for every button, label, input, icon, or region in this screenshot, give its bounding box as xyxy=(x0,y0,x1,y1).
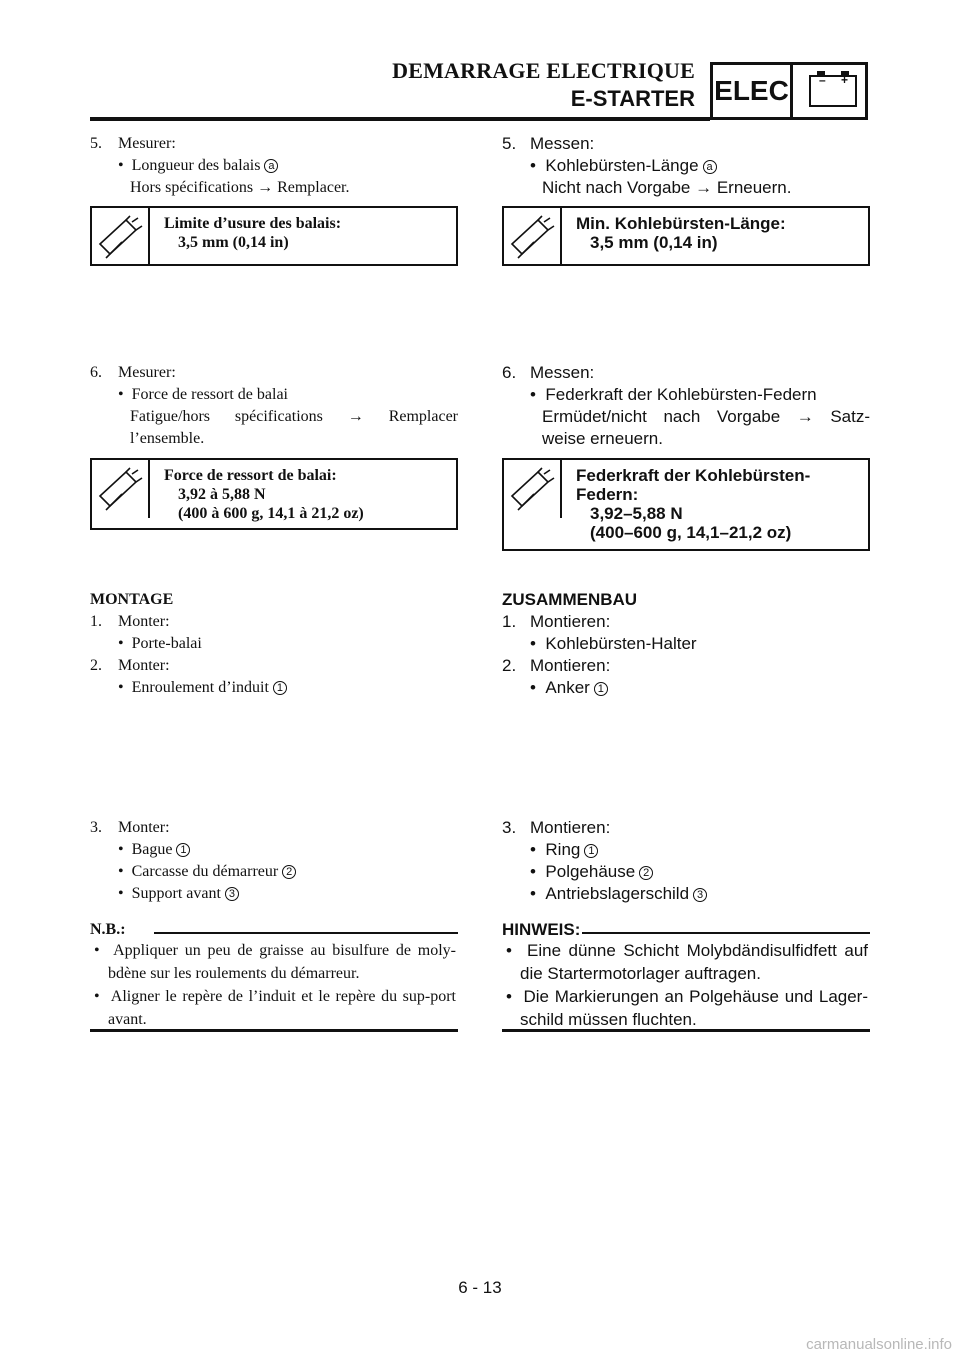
note-heading: HINWEIS: xyxy=(502,920,581,939)
mount-2-verb: Montieren: xyxy=(530,656,611,675)
spec-value-2: (400–600 g, 14,1–21,2 oz) xyxy=(590,523,792,542)
step-6-bullet: • Federkraft der Kohlebürsten-Federn xyxy=(530,385,817,404)
ref-3: 3 xyxy=(693,888,707,902)
ref-1: 1 xyxy=(273,681,287,695)
note-bullet-2: • Aligner le repère de l’induit et le repère du sup-port avant. xyxy=(94,988,456,1028)
ref-1: 1 xyxy=(176,843,190,857)
step-6-bullet: • Force de ressort de balai xyxy=(118,386,288,403)
spec-value-1: 3,92–5,88 N xyxy=(590,504,683,523)
note-heading: N.B.: xyxy=(90,921,126,938)
wrench-icon xyxy=(92,460,150,518)
note-bullet-2: • Die Markierungen an Polgehäuse und Lager-schild müssen fluchten. xyxy=(506,987,869,1029)
mount-1-verb: Monter: xyxy=(118,613,170,630)
mount-3-bullet-3: • Antriebslagerschild 3 xyxy=(530,883,707,905)
ref-2: 2 xyxy=(639,866,653,880)
spec-title-1: Federkraft der Kohlebürsten- xyxy=(576,466,811,485)
section-badge xyxy=(710,62,868,120)
spec-title: Force de ressort de balai: xyxy=(164,467,337,484)
wrench-icon xyxy=(92,208,150,264)
watermark: carmanualsonline.info xyxy=(806,1336,952,1353)
note-rule xyxy=(154,932,458,934)
wrench-icon xyxy=(504,460,562,518)
step-6-result-line1: Fatigue/hors spécifications → Remplacer xyxy=(130,408,458,425)
spec-box-spring-force xyxy=(502,458,870,551)
mount-3-bullet-2: • Carcasse du démarreur 2 xyxy=(118,861,296,883)
step-6-verb: Mesurer: xyxy=(118,364,176,381)
step-6-result-line1: Ermüdet/nicht nach Vorgabe → Satz- xyxy=(542,407,870,426)
spec-title: Limite d’usure des balais: xyxy=(164,215,342,232)
spec-title: Min. Kohlebürsten-Länge: xyxy=(576,214,786,233)
battery-plus-sign: + xyxy=(840,73,848,87)
step-5-verb: Mesurer: xyxy=(118,135,176,152)
step-6-result-line2: l’ensemble. xyxy=(130,430,205,447)
step-5-verb: Messen: xyxy=(530,134,595,153)
ref-a: a xyxy=(264,159,278,173)
step-5-result: Nicht nach Vorgabe → Erneuern. xyxy=(542,178,792,197)
step-5-result: Hors spécifications → Remplacer. xyxy=(130,179,350,196)
section-heading-montage: MONTAGE xyxy=(90,591,174,608)
mount-2-bullet: • Enroulement d’induit 1 xyxy=(118,677,287,699)
mount-1-number: 1. xyxy=(502,612,517,631)
step-6-result-line2: weise erneuern. xyxy=(542,429,663,448)
mount-3-bullet-3: • Support avant 3 xyxy=(118,883,239,905)
spec-title-2: Federn: xyxy=(576,485,639,504)
step-6-number: 6. xyxy=(90,364,102,381)
mount-3-bullet-2: • Polgehäuse 2 xyxy=(530,861,653,883)
note-rule xyxy=(582,932,870,934)
mount-3-bullet-1: • Bague 1 xyxy=(118,839,190,861)
spec-value: 3,5 mm (0,14 in) xyxy=(178,234,289,251)
spec-value-1: 3,92 à 5,88 N xyxy=(178,486,266,503)
mount-1-number: 1. xyxy=(90,613,102,630)
mount-3-number: 3. xyxy=(502,818,517,837)
mount-3-verb: Montieren: xyxy=(530,818,611,837)
step-5-number: 5. xyxy=(502,134,517,153)
note-end-rule xyxy=(502,1029,870,1032)
section-code: ELEC xyxy=(713,65,793,117)
mount-3-bullet-1: • Ring 1 xyxy=(530,839,598,861)
ref-a: a xyxy=(703,160,717,174)
ref-2: 2 xyxy=(282,865,296,879)
step-5-number: 5. xyxy=(90,135,102,152)
header-title-fr: DEMARRAGE ELECTRIQUE xyxy=(392,58,695,83)
mount-2-number: 2. xyxy=(502,656,517,675)
mount-3-verb: Monter: xyxy=(118,819,170,836)
note-bullet-1: • Eine dünne Schicht Molybdändisulfidfett auf die Startermotorlager auftragen. xyxy=(506,941,869,983)
step-5-bullet: • Kohlebürsten-Länge a xyxy=(530,155,717,177)
mount-1-bullet: • Porte-balai xyxy=(118,635,202,652)
spec-box-brush-limit xyxy=(502,206,870,266)
mount-2-verb: Monter: xyxy=(118,657,170,674)
page-number: 6 - 13 xyxy=(458,1278,502,1297)
spec-value-2: (400 à 600 g, 14,1 à 21,2 oz) xyxy=(178,505,364,522)
ref-1: 1 xyxy=(594,682,608,696)
ref-3: 3 xyxy=(225,887,239,901)
header-title-de: E-STARTER xyxy=(570,86,695,111)
step-6-number: 6. xyxy=(502,363,517,382)
section-heading-montage: ZUSAMMENBAU xyxy=(502,590,638,609)
step-6-verb: Messen: xyxy=(530,363,595,382)
note-end-rule xyxy=(90,1029,458,1032)
battery-icon xyxy=(809,75,857,107)
step-5-bullet: • Longueur des balais a xyxy=(118,155,278,177)
header-rule xyxy=(90,117,710,121)
mount-3-number: 3. xyxy=(90,819,102,836)
ref-1: 1 xyxy=(584,844,598,858)
spec-box-brush-limit xyxy=(90,206,458,266)
mount-1-bullet: • Kohlebürsten-Halter xyxy=(530,634,697,653)
battery-minus-sign: – xyxy=(819,73,826,87)
spec-value: 3,5 mm (0,14 in) xyxy=(590,233,718,252)
spec-box-spring-force xyxy=(90,458,458,530)
mount-1-verb: Montieren: xyxy=(530,612,611,631)
mount-2-number: 2. xyxy=(90,657,102,674)
mount-2-bullet: • Anker 1 xyxy=(530,677,608,699)
wrench-icon xyxy=(504,208,562,264)
note-bullet-1: • Appliquer un peu de graisse au bisulfure de moly-bdène sur les roulements du démarreur. xyxy=(94,942,456,982)
